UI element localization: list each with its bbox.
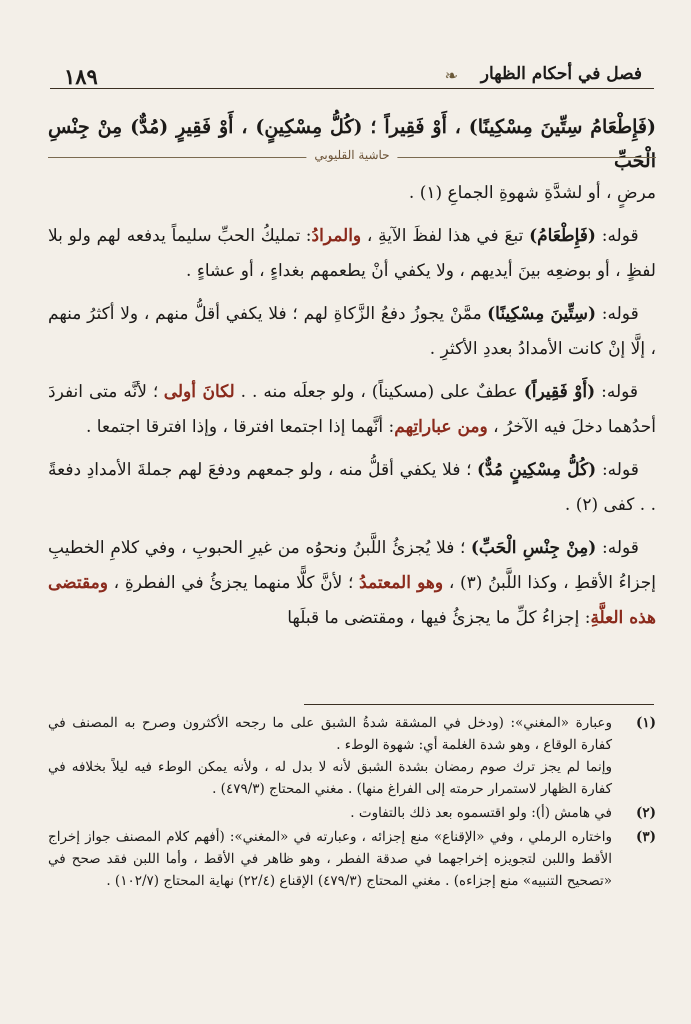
footnote-number: (١) — [635, 715, 656, 731]
text: ؛ لأنَّه متى انفردَ أحدُهما دخلَ فيه الآخرُ ، — [48, 382, 656, 437]
footnote-text: وإنما لم يجز ترك صوم رمضان بشدة الشبق لأنه لا بدل له ، ولأنه يمكن الوطء فيه ليلاً بخلافه في كفارة الظهار لاستمرار حرمته إلى الفراغ منها) . مغني المحتاج (٤٧٩/٣) . — [48, 759, 612, 797]
text: قوله: — [596, 538, 639, 558]
text: قوله: — [596, 460, 639, 480]
commentary-divider — [48, 146, 656, 170]
text: : إجزاءُ كلِّ ما يجزئُ فيها ، ومقتضى ما قبلَها — [287, 608, 591, 628]
paragraph — [48, 297, 656, 367]
paragraph — [48, 219, 656, 289]
footnote-number: (٢) — [635, 805, 656, 821]
page-number: ١٨٩ — [64, 64, 98, 89]
text: ؛ فلا يُجزئُ اللَّبنُ ونحوُه من غيرِ الحبوبِ ، وفي كلامِ الخطيبِ إجزاءُ الأقطِ ، وكذا اللَّبنُ (٣) ، — [48, 538, 656, 593]
quote: (سِتِّينَ مِسْكِينًا) — [487, 304, 597, 324]
footnote-number: (٣) — [635, 829, 656, 845]
text: : أنَّهما إذا اجتمعا افترقا ، وإذا افترقا اجتمعا . — [86, 417, 395, 437]
footnote — [48, 826, 656, 892]
footnote-rule — [304, 704, 654, 705]
header-rule — [50, 88, 654, 89]
quote: (كُلُّ مِسْكِينٍ مُدٌّ) — [476, 460, 597, 480]
main-text: (فَإِطْعَامُ سِتِّينَ مِسْكِينًا) ، أَوْ فَقِيراً ؛ (كُلُّ مِسْكِينٍ) ، أَوْ فَقِيرٍ (مُدٌّ) مِنْ جِنْسِ الْحَبِّ — [48, 116, 656, 172]
quote: (مِنْ جِنْسِ الْحَبِّ) — [470, 538, 597, 558]
text: ممَّنْ يجوزُ دفعُ الزَّكاةِ لهم ؛ فلا يكفي أقلُّ منهم ، ولا أكثرُ منهم ، إلَّا إنْ كانت الأمدادُ بعددِ الأكثرِ . — [48, 304, 656, 359]
page-header — [48, 62, 654, 94]
quote: (أَوْ فَقِيراً) — [523, 382, 596, 402]
keyword: ومن عباراتِهم — [394, 417, 488, 437]
text: قوله: — [595, 226, 639, 246]
footnote — [48, 712, 656, 800]
paragraph: مرضٍ ، أو لشدَّةِ شهوةِ الجماعِ (١) . — [408, 183, 656, 203]
text: : تمليكُ الحبِّ سليماً يدفعه لهم ولو بلا لفظٍ ، أو بوضعِه بينَ أيديهم ، ولا يكفي أنْ يطعمهم بغداءٍ ، أو عشاءٍ . — [48, 226, 656, 281]
commentary-label: حاشية القليوبي — [306, 148, 397, 162]
text: قوله: — [595, 382, 639, 402]
chapter-title: فصل في أحكام الظهار — [480, 64, 642, 84]
footnote-text: في هامش (أ): ولو اقتسموه بعد ذلك بالتفاوت . — [350, 805, 612, 821]
text: ؛ فلا يكفي أقلُّ منه ، ولو جمعهم ودفعَ لهم جملةَ الأمدادِ دفعةً . . كفى (٢) . — [48, 460, 656, 515]
paragraph — [48, 453, 656, 523]
paragraph — [48, 375, 656, 445]
footnote — [48, 802, 656, 824]
text: قوله: — [596, 304, 639, 324]
footnote-text: واختاره الرملي ، وفي «الإقناع» منع إجزائه ، وعبارته في «المغني»: (أفهم كلام المصنف جواز إخراج الأقط واللبن لتجويزه إخراجهما في صدقة الفطر ، وهو ظاهر في الأقط ، وأما اللبن فقد صحح في «تصحيح التنبيه» منع إجزاءه) . مغني المحتاج (٤٧٩/٣) الإقناع (٢٢/٤) نهاية المحتاج (١٠٢/٧) . — [48, 829, 612, 889]
footnotes — [48, 712, 656, 894]
text: ؛ لأنَّ كلًّا منهما يجزئُ في الفطرةِ ، — [107, 573, 360, 593]
text: تبعَ في هذا لفظَ الآيةِ ، — [361, 226, 530, 246]
text: عطفٌ على (مسكيناً) ، ولو جعلَه منه . . — [234, 382, 524, 402]
keyword: لكانَ أولى — [163, 382, 235, 402]
keyword: ومقتضى هذه العلَّةِ — [48, 573, 656, 628]
commentary-body — [48, 176, 656, 644]
footnote-text: وعبارة «المغني»: (ودخل في المشقة شدةُ الشبق على ما رجحه الأكثرون وصرح به المصنف في كفارة الوقاع ، وهو شدة الغلمة أي: شهوة الوطء . — [48, 715, 612, 753]
keyword: وهو المعتمدُ — [359, 573, 444, 593]
ornament-icon: ❧ — [444, 66, 458, 85]
keyword: والمرادُ — [311, 226, 362, 246]
paragraph — [48, 531, 656, 636]
quote: (فَإِطْعَامُ) — [529, 226, 596, 246]
